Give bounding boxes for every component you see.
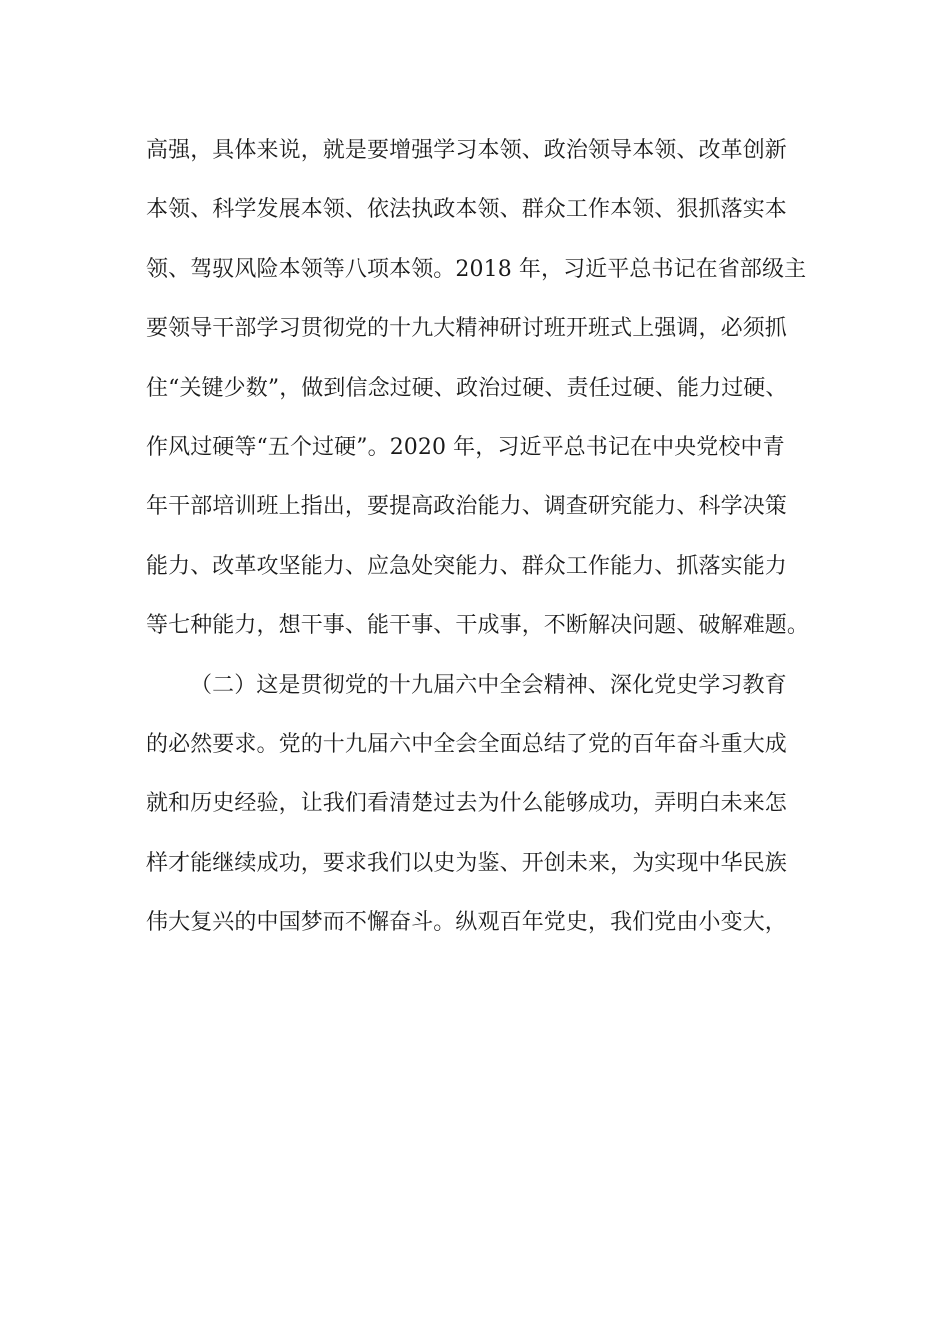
text-line: 等七种能力，想干事、能干事、干成事，不断解决问题、破解难题。 (146, 613, 810, 639)
text-line: 的必然要求。党的十九届六中全会全面总结了党的百年奋斗重大成 (146, 731, 787, 757)
text-line: 高强，具体来说，就是要增强学习本领、政治领导本领、改革创新 (146, 138, 787, 163)
text-line: 样才能继续成功，要求我们以史为鉴、开创未来，为实现中华民族 (146, 850, 787, 876)
text-line: 作风过硬等“五个过硬”。2020 年，习近平总书记在中央党校中青 (146, 434, 785, 460)
section-heading-line: （二）这是贯彻党的十九届六中全会精神、深化党史学习教育 (190, 672, 787, 698)
text-line: 就和历史经验，让我们看清楚过去为什么能够成功，弄明白未来怎 (146, 791, 787, 817)
text-line: 年干部培训班上指出，要提高政治能力、调查研究能力、科学决策 (146, 494, 787, 520)
text-line: 领、驾驭风险本领等八项本领。2018 年，习近平总书记在省部级主 (146, 256, 807, 282)
text-line: 能力、改革攻坚能力、应急处突能力、群众工作能力、抓落实能力 (146, 553, 787, 579)
text-line: 本领、科学发展本领、依法执政本领、群众工作本领、狠抓落实本 (146, 197, 787, 223)
text-line: 要领导干部学习贯彻党的十九大精神研讨班开班式上强调，必须抓 (146, 316, 787, 342)
body-text (146, 128, 826, 959)
text-line: 住“关键少数”，做到信念过硬、政治过硬、责任过硬、能力过硬、 (146, 375, 788, 401)
text-line: 伟大复兴的中国梦而不懈奋斗。纵观百年党史，我们党由小变大， (146, 910, 787, 936)
